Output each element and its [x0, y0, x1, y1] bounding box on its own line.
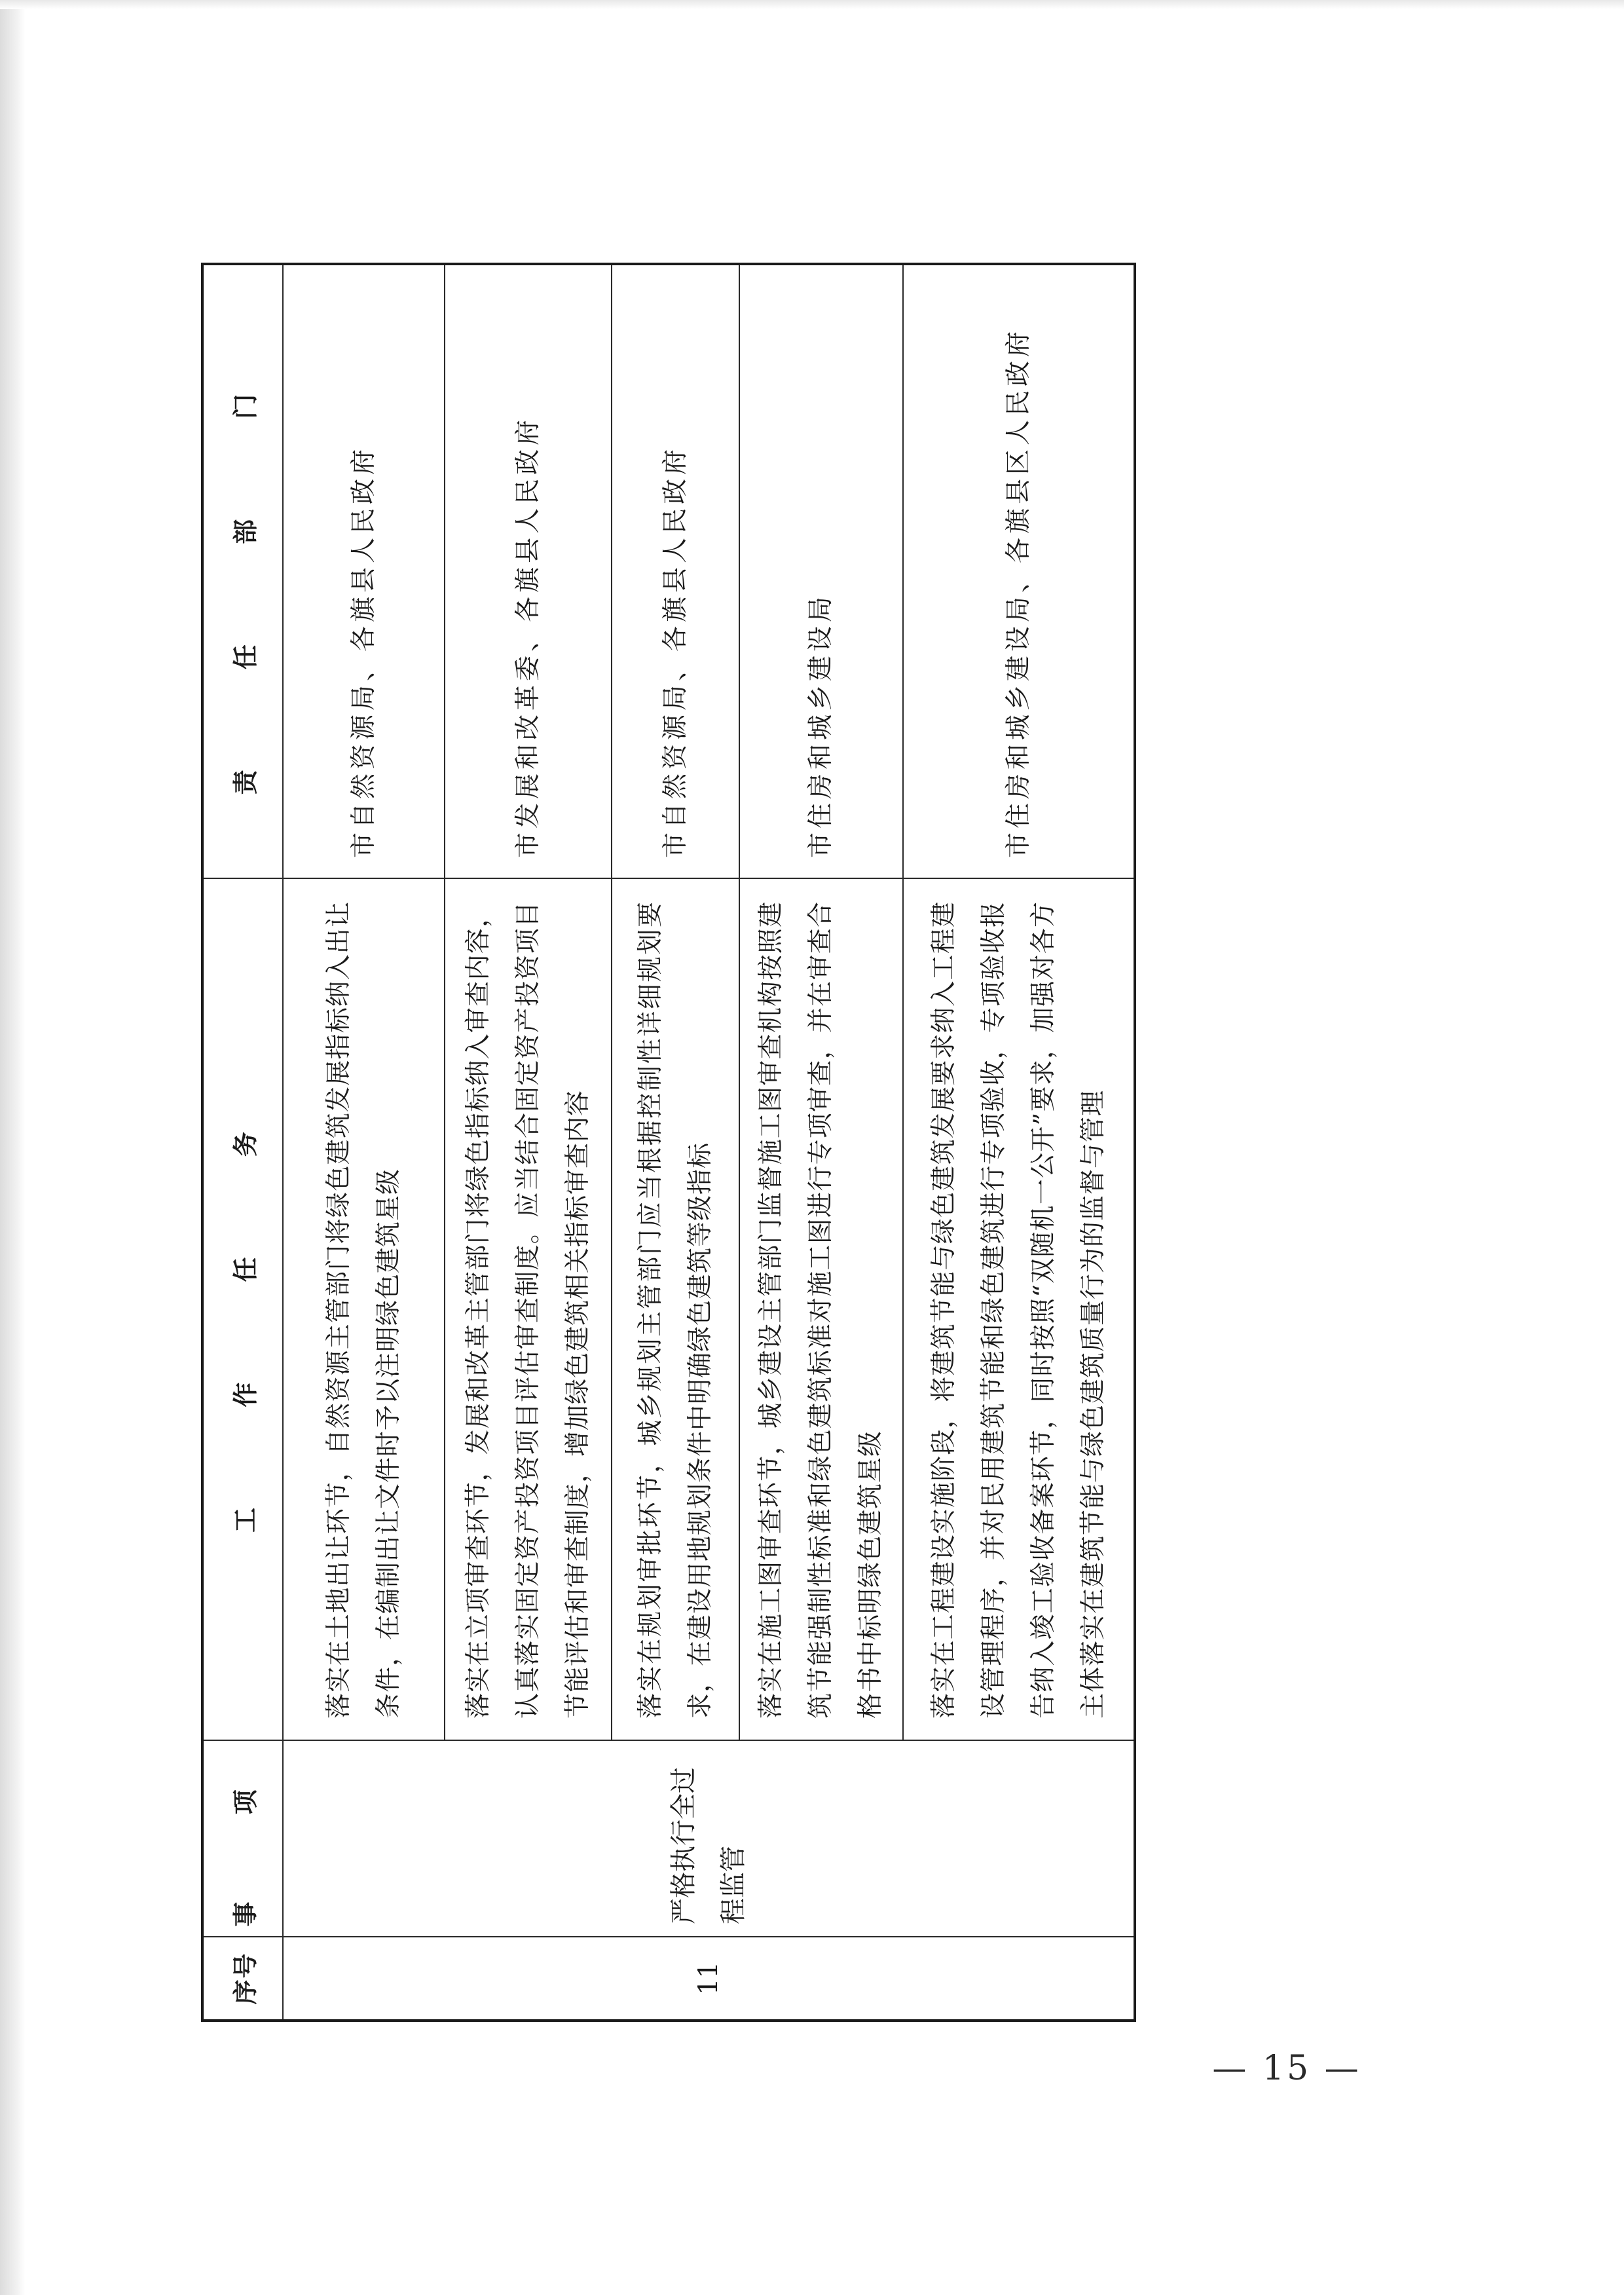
task-cell: 落实在施工图审查环节，城乡建设主管部门监督施工图审查机构按照建筑节能强制性标准和绿色建筑标准对施工图进行专项审查，并在审查合格书中标明绿色建筑星级 [739, 878, 903, 1740]
scan-top-shadow [0, 0, 1624, 9]
table-row [283, 264, 445, 2021]
scan-edge-shadow [0, 0, 25, 2295]
work-task-table [201, 263, 1136, 2022]
header-seq: 序号 [202, 1937, 283, 2021]
task-cell: 落实在立项审查环节，发展和改革主管部门将绿色指标纳入审查内容，认真落实固定资产投资项目评估审查制度。应当结合固定资产投资项目节能评估和审查制度，增加绿色建筑相关指标审查内容 [445, 878, 612, 1740]
dept-cell: 市发展和改革委、各旗县人民政府 [445, 264, 612, 878]
dept-cell: 市住房和城乡建设局、各旗县区人民政府 [903, 264, 1135, 878]
header-task: 工 作 任 务 [202, 878, 283, 1740]
item-cell: 严格执行全过程监管 [283, 1740, 1135, 1937]
header-dept: 责 任 部 门 [202, 264, 283, 878]
dept-cell: 市自然资源局、各旗县人民政府 [283, 264, 445, 878]
rotated-table-container [201, 265, 1128, 2022]
header-item: 事 项 [202, 1740, 283, 1937]
table-header-row [202, 264, 283, 2021]
seq-cell: 11 [283, 1937, 1135, 2021]
task-cell: 落实在规划审批环节，城乡规划主管部门应当根据控制性详细规划要求，在建设用地规划条件中明确绿色建筑等级指标 [612, 878, 739, 1740]
task-cell: 落实在工程建设实施阶段，将建筑节能与绿色建筑发展要求纳入工程建设管理程序，并对民用建筑节能和绿色建筑进行专项验收，专项验收报告纳入竣工验收备案环节，同时按照“双随机一公开”要求，加强对各方主体落实在建筑节能与绿色建筑质量行为的监督与管理 [903, 878, 1135, 1740]
dept-cell: 市自然资源局、各旗县人民政府 [612, 264, 739, 878]
page-number: — 15 — [1212, 2049, 1361, 2088]
dept-cell: 市住房和城乡建设局 [739, 264, 903, 878]
task-cell: 落实在土地出让环节，自然资源主管部门将绿色建筑发展指标纳入出让条件，在编制出让文件时予以注明绿色建筑星级 [283, 878, 445, 1740]
